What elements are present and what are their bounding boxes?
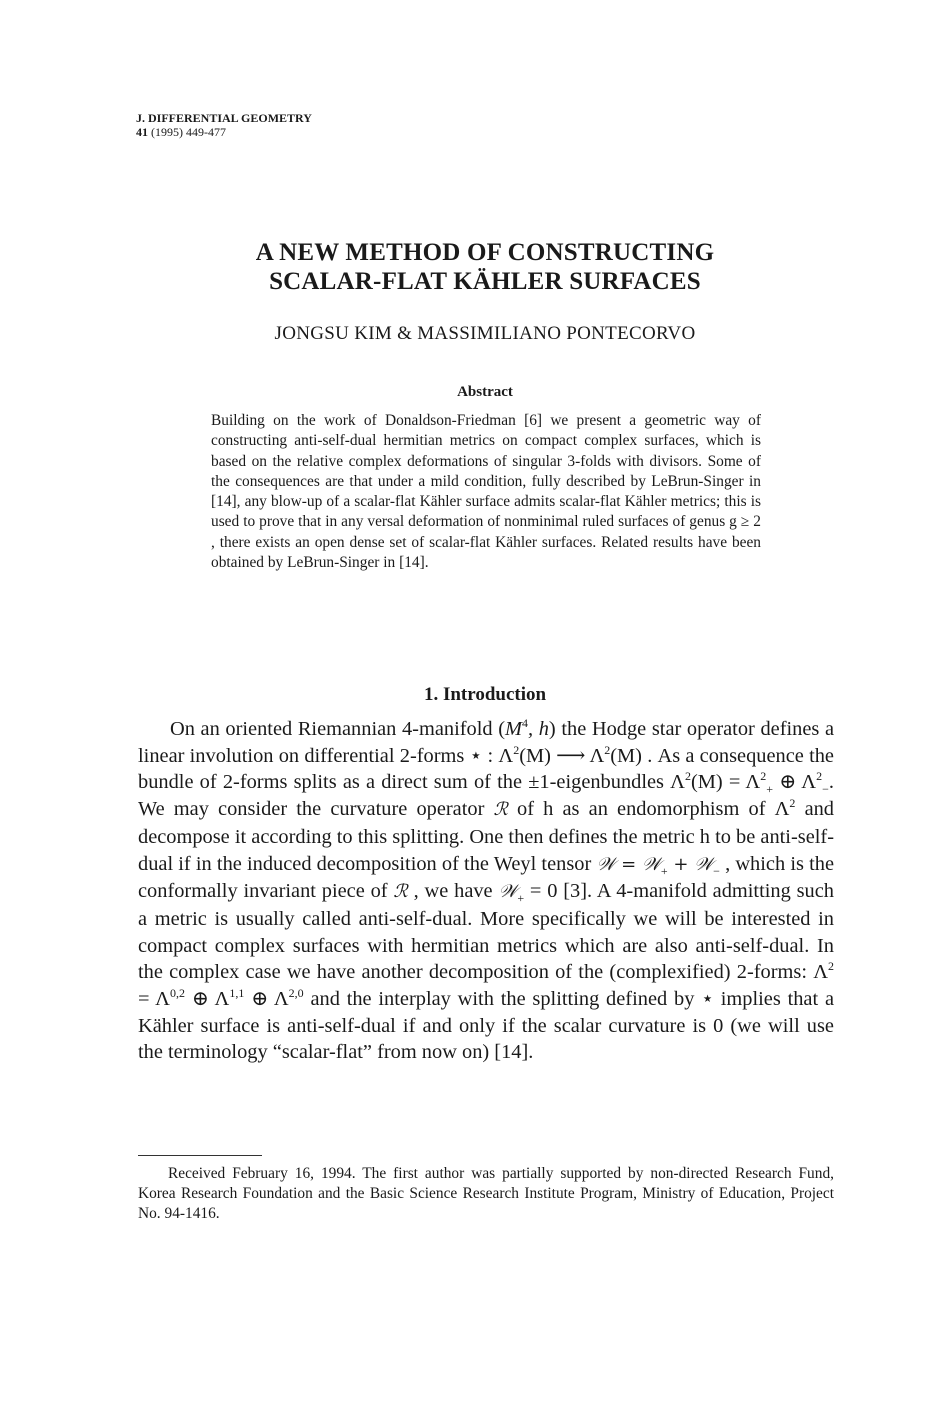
math-sup: 2 [828,959,834,974]
body-text: ⊕ Λ [244,988,289,1011]
math-sup: 0,2 [169,986,185,1001]
body-text: (M) ⟶ Λ [519,744,605,767]
body-text: and the interplay with the splitting defined by ⋆ implies that a Kähler surface is anti-self-dual if and only if the scalar curvature is 0 (we will use the terminology “scalar-flat” from now on) [14]. [138,988,834,1064]
body-text: , we have [413,880,499,903]
footnote-rule [138,1155,262,1156]
journal-volume: 41 [136,125,148,139]
body-paragraph [138,716,834,1066]
body-text: (M) = Λ [690,771,761,794]
math-sup: 2 [816,769,823,784]
paper-title [140,238,830,296]
math-sup: 2 [604,742,611,757]
body-text: , which is the conformally invariant piece of [138,852,834,903]
body-text: = 0 [3]. A 4-manifold admitting such a metric is usually called anti-self-dual. More specifically we will be interested in compact complex surfaces with hermitian metrics which are also anti-self-dual. In the complex case we have another decomposition of the (complexified) 2-forms: Λ [138,880,834,984]
body-text: ⊕ Λ [184,988,230,1011]
math-sub: + [766,782,773,797]
math-sup: 2 [760,769,767,784]
body-text: and decompose it according to this splitting. One then defines the metric h to be anti-self-dual if in the induced decomposition of the Weyl tensor [138,798,835,875]
journal-header [136,111,312,139]
footnote: Received February 16, 1994. The first author was partially supported by non-directed Research Fund, Korea Research Foundation and the Basic Science Research Institute Program, Ministry of Education, Project No. 94-1416. [138,1165,834,1222]
journal-year-pages: (1995) 449-477 [151,125,226,139]
abstract-heading: Abstract [457,384,513,400]
section-heading: 1. Introduction [423,684,547,705]
abstract-text: Building on the work of Donaldson-Friedman [6] we present a geometric way of constructing anti-self-dual hermitian metrics on compact complex surfaces, which is based on the relative complex deformations of singular 3-folds with divisors. Some of the consequences are that under a mild condition, fully described by LeBrun-Singer in [14], any blow-up of a scalar-flat Kähler surface admits scalar-flat Kähler metrics; this is used to prove that in any versal deformation of nonminimal ruled surfaces of genus g ≥ 2 , there exists an open dense set of scalar-flat Kähler surfaces. Related results have been obtained by LeBrun-Singer in [14]. [211,412,761,572]
math-sub: − [822,782,829,797]
math-sup: 2 [513,742,520,757]
math-sub: + [660,863,668,878]
math-sub: + [517,891,525,906]
math-sup: 2 [684,769,691,784]
math-symbol: ℛ [393,881,408,903]
body-text: ) the Hodge star operator defines a linear involution on differential 2-forms ⋆ : Λ [138,718,835,767]
body-text: (M) . As a consequence the bundle of 2-forms splits as a direct sum of the ±1-eigenbundles Λ [138,744,834,794]
body-text: ⊕ Λ [772,771,817,794]
math-sup: 2 [789,796,796,811]
body-text: = Λ [138,988,170,1011]
journal-name: J. DIFFERENTIAL GEOMETRY [136,111,312,125]
math-sup: 2,0 [288,986,304,1001]
math-symbol: 𝒲 = 𝒲 [596,853,661,875]
journal-volume-line [136,125,312,139]
math-symbol: , h [528,718,549,740]
math-sup: 1,1 [229,986,245,1001]
body-text: . We may consider the curvature operator [138,771,834,821]
math-symbol: 𝒲 [498,881,518,903]
title-line-1: A NEW METHOD OF CONSTRUCTING [255,239,715,266]
body-text: of h as an endomorphism of Λ [507,798,790,821]
authors: JONGSU KIM & MASSIMILIANO PONTECORVO [274,323,696,344]
body-text: On an oriented Riemannian 4-manifold ( [170,718,505,740]
title-line-2: SCALAR-FLAT KÄHLER SURFACES [269,268,701,295]
math-symbol: + 𝒲 [667,853,714,875]
math-sub: − [713,863,720,878]
math-symbol: ℛ [493,799,508,821]
math-symbol: M [505,718,522,740]
math-sup: 4 [522,716,528,731]
